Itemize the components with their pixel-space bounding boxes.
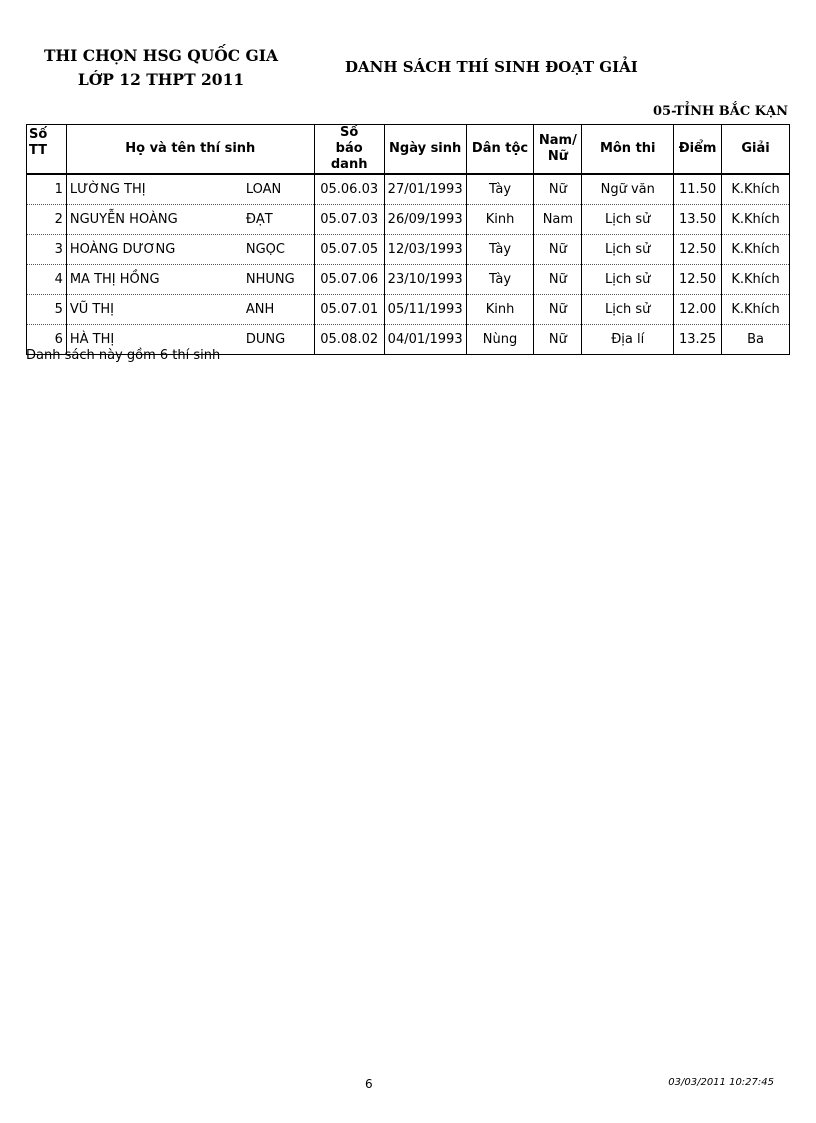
cell-subject: Lịch sử bbox=[582, 205, 674, 235]
cell-ho: HÀ THỊ bbox=[69, 332, 115, 347]
cell-gender: Nữ bbox=[534, 325, 582, 355]
cell-gender: Nữ bbox=[534, 235, 582, 265]
cell-ethnicity: Kinh bbox=[466, 295, 534, 325]
cell-subject: Lịch sử bbox=[582, 265, 674, 295]
cell-award: K.Khích bbox=[722, 235, 790, 265]
cell-ten: NHUNG bbox=[245, 272, 295, 287]
cell-ho: HOÀNG DƯƠNG bbox=[69, 242, 176, 257]
cell-award: K.Khích bbox=[722, 265, 790, 295]
cell-score: 12.50 bbox=[674, 235, 722, 265]
cell-name bbox=[66, 235, 314, 265]
table-header-row bbox=[27, 125, 790, 175]
col-header-award: Giải bbox=[722, 125, 790, 175]
cell-ten: LOAN bbox=[245, 182, 282, 197]
table-row bbox=[27, 265, 790, 295]
cell-dob: 12/03/1993 bbox=[384, 235, 466, 265]
table-row bbox=[27, 295, 790, 325]
cell-ten: NGỌC bbox=[245, 242, 285, 257]
cell-ten: DUNG bbox=[245, 332, 286, 347]
cell-sbd: 05.07.03 bbox=[314, 205, 384, 235]
cell-sbd: 05.06.03 bbox=[314, 174, 384, 205]
cell-name bbox=[66, 174, 314, 205]
cell-ho: LƯỜNG THỊ bbox=[69, 182, 146, 197]
col-header-name: Họ và tên thí sinh bbox=[66, 125, 314, 175]
cell-score: 12.00 bbox=[674, 295, 722, 325]
col-header-stt: Số TT bbox=[27, 125, 67, 175]
col-header-score: Điểm bbox=[674, 125, 722, 175]
candidate-count-note: Danh sách này gồm 6 thí sinh bbox=[26, 348, 221, 363]
cell-name bbox=[66, 265, 314, 295]
print-timestamp: 03/03/2011 10:27:45 bbox=[668, 1077, 774, 1088]
cell-subject: Lịch sử bbox=[582, 235, 674, 265]
exam-header bbox=[30, 44, 292, 92]
cell-subject: Ngữ văn bbox=[582, 174, 674, 205]
results-table bbox=[26, 124, 790, 355]
table-row bbox=[27, 205, 790, 235]
col-header-sbd bbox=[314, 125, 384, 175]
col-header-subject: Môn thi bbox=[582, 125, 674, 175]
cell-gender: Nam bbox=[534, 205, 582, 235]
cell-dob: 23/10/1993 bbox=[384, 265, 466, 295]
cell-stt: 3 bbox=[27, 235, 67, 265]
cell-name bbox=[66, 205, 314, 235]
cell-award: K.Khích bbox=[722, 174, 790, 205]
cell-dob: 27/01/1993 bbox=[384, 174, 466, 205]
cell-ten: ĐẠT bbox=[245, 212, 273, 227]
col-header-gender bbox=[534, 125, 582, 175]
col-header-ethnicity: Dân tộc bbox=[466, 125, 534, 175]
cell-dob: 26/09/1993 bbox=[384, 205, 466, 235]
cell-score: 13.25 bbox=[674, 325, 722, 355]
cell-sbd: 05.07.05 bbox=[314, 235, 384, 265]
page-number: 6 bbox=[365, 1077, 373, 1091]
cell-gender: Nữ bbox=[534, 295, 582, 325]
cell-sbd: 05.07.01 bbox=[314, 295, 384, 325]
cell-ho: VŨ THỊ bbox=[69, 302, 114, 317]
cell-score: 13.50 bbox=[674, 205, 722, 235]
col-header-dob: Ngày sinh bbox=[384, 125, 466, 175]
cell-award: K.Khích bbox=[722, 205, 790, 235]
col-header-gender-line2: Nữ bbox=[547, 149, 568, 164]
col-header-gender-line1: Nam/ bbox=[538, 133, 577, 148]
exam-grade-year: LỚP 12 THPT 2011 bbox=[77, 70, 245, 89]
cell-ho: NGUYỄN HOÀNG bbox=[69, 212, 178, 227]
cell-dob: 04/01/1993 bbox=[384, 325, 466, 355]
cell-award: Ba bbox=[722, 325, 790, 355]
cell-stt: 2 bbox=[27, 205, 67, 235]
cell-stt: 6 bbox=[27, 325, 67, 355]
col-header-sbd-line2: báo danh bbox=[330, 141, 368, 172]
cell-ho: MA THỊ HỒNG bbox=[69, 272, 160, 287]
cell-gender: Nữ bbox=[534, 265, 582, 295]
cell-sbd: 05.07.06 bbox=[314, 265, 384, 295]
cell-stt: 1 bbox=[27, 174, 67, 205]
exam-name: THI CHỌN HSG QUỐC GIA bbox=[43, 46, 279, 65]
cell-gender: Nữ bbox=[534, 174, 582, 205]
table-row bbox=[27, 174, 790, 205]
col-header-sbd-line1: Số bbox=[340, 125, 359, 140]
cell-ethnicity: Tày bbox=[466, 174, 534, 205]
cell-ethnicity: Tày bbox=[466, 265, 534, 295]
document-title: DANH SÁCH THÍ SINH ĐOẠT GIẢI bbox=[345, 58, 638, 76]
cell-ethnicity: Kinh bbox=[466, 205, 534, 235]
cell-award: K.Khích bbox=[722, 295, 790, 325]
cell-subject: Địa lí bbox=[582, 325, 674, 355]
cell-stt: 5 bbox=[27, 295, 67, 325]
cell-ten: ANH bbox=[245, 302, 275, 317]
cell-score: 11.50 bbox=[674, 174, 722, 205]
cell-stt: 4 bbox=[27, 265, 67, 295]
cell-score: 12.50 bbox=[674, 265, 722, 295]
cell-subject: Lịch sử bbox=[582, 295, 674, 325]
cell-sbd: 05.08.02 bbox=[314, 325, 384, 355]
cell-dob: 05/11/1993 bbox=[384, 295, 466, 325]
cell-ethnicity: Tày bbox=[466, 235, 534, 265]
province-label: 05-TỈNH BẮC KẠN bbox=[653, 104, 788, 119]
cell-ethnicity: Nùng bbox=[466, 325, 534, 355]
cell-name bbox=[66, 295, 314, 325]
table-row bbox=[27, 235, 790, 265]
